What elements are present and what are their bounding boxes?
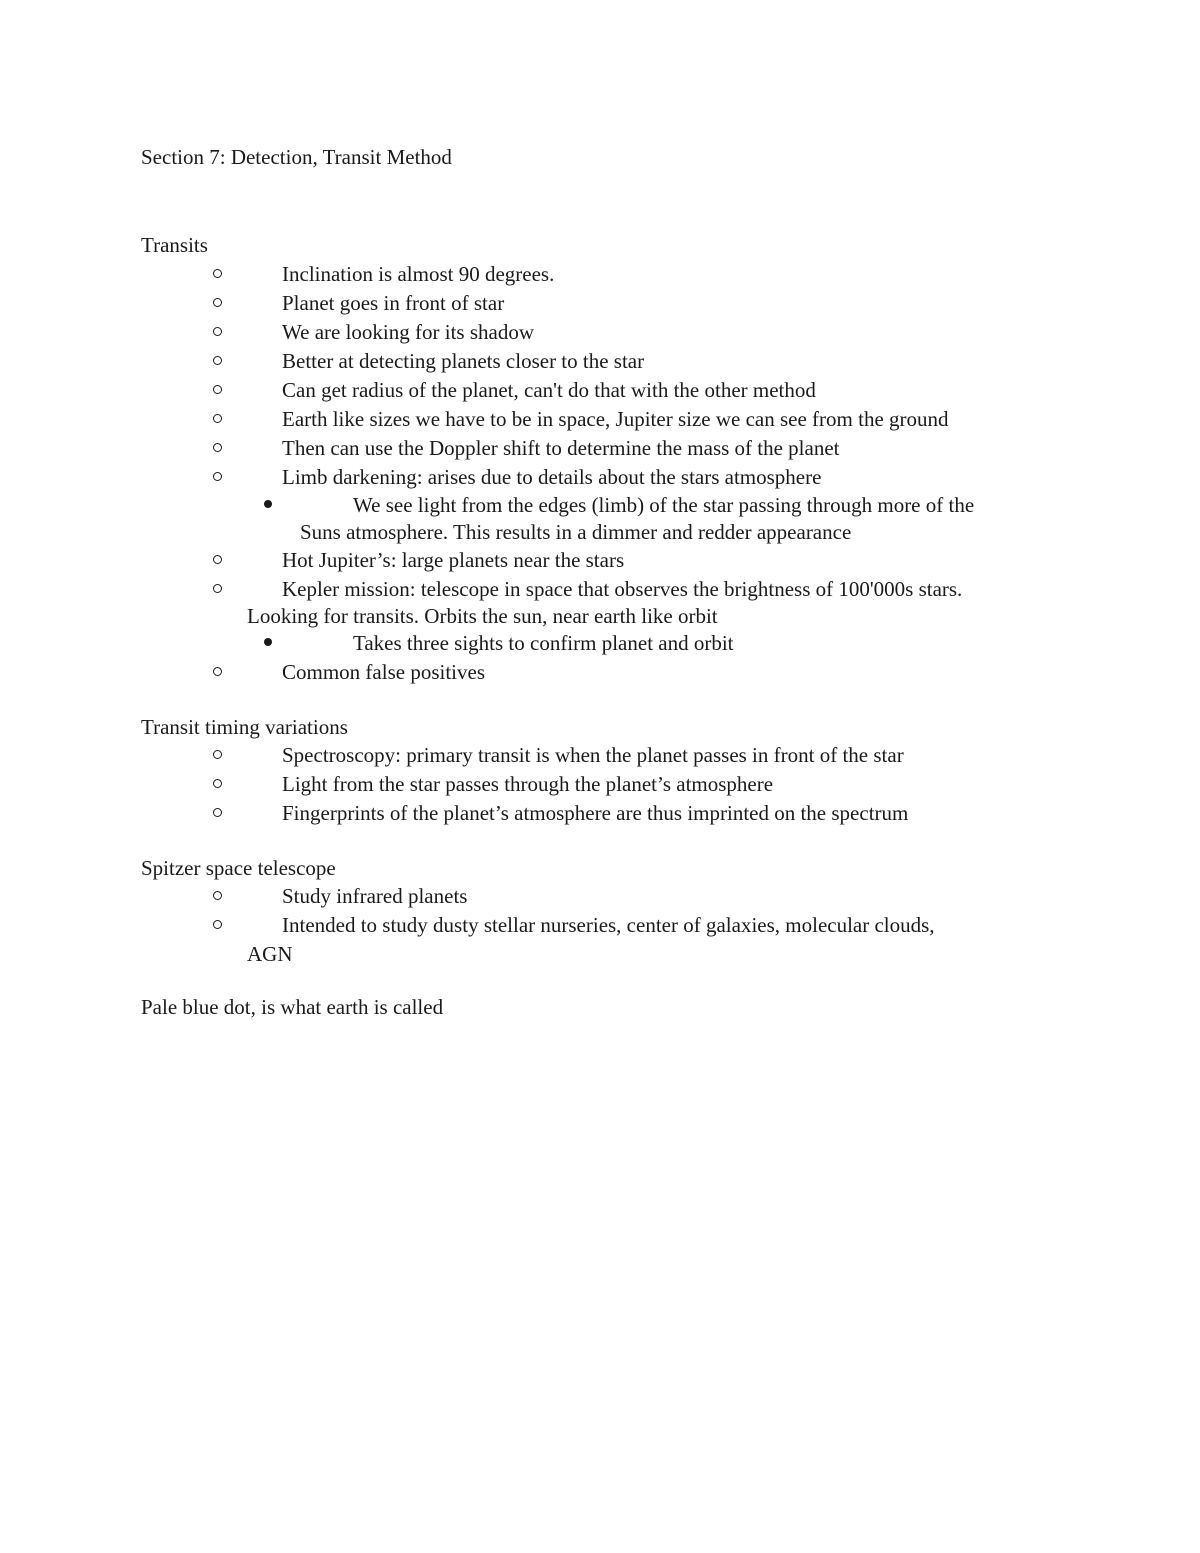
list-item: Better at detecting planets closer to the star bbox=[282, 349, 645, 373]
section-heading: Transits bbox=[141, 233, 208, 257]
list-item: Can get radius of the planet, can't do that with the other method bbox=[282, 378, 816, 402]
hollow-bullet-icon bbox=[213, 667, 222, 676]
hollow-bullet-icon bbox=[213, 327, 222, 336]
section-heading: Spitzer space telescope bbox=[141, 856, 336, 880]
list-item: Common false positives bbox=[282, 660, 485, 684]
list-item: We are looking for its shadow bbox=[282, 320, 534, 344]
hollow-bullet-icon bbox=[213, 472, 222, 481]
list-item: Fingerprints of the planet’s atmosphere are thus imprinted on the spectrum bbox=[282, 801, 909, 825]
sub-list-item: We see light from the edges (limb) of the star passing through more of the bbox=[353, 493, 975, 517]
list-item: Spectroscopy: primary transit is when the planet passes in front of the star bbox=[282, 743, 904, 767]
hollow-bullet-icon bbox=[213, 891, 222, 900]
hollow-bullet-icon bbox=[213, 555, 222, 564]
list-item: Earth like sizes we have to be in space, Jupiter size we can see from the ground bbox=[282, 407, 949, 431]
list-item-continuation: AGN bbox=[247, 942, 293, 966]
hollow-bullet-icon bbox=[213, 584, 222, 593]
hollow-bullet-icon bbox=[213, 414, 222, 423]
list-item: Inclination is almost 90 degrees. bbox=[282, 262, 555, 286]
hollow-bullet-icon bbox=[213, 920, 222, 929]
sub-list-item-continuation: Suns atmosphere. This results in a dimmer and redder appearance bbox=[300, 520, 852, 544]
list-item-continuation: Looking for transits. Orbits the sun, near earth like orbit bbox=[247, 604, 718, 628]
hollow-bullet-icon bbox=[213, 750, 222, 759]
hollow-bullet-icon bbox=[213, 356, 222, 365]
hollow-bullet-icon bbox=[213, 443, 222, 452]
hollow-bullet-icon bbox=[213, 808, 222, 817]
hollow-bullet-icon bbox=[213, 298, 222, 307]
hollow-bullet-icon bbox=[213, 269, 222, 278]
list-item: Intended to study dusty stellar nurseries, center of galaxies, molecular clouds, bbox=[282, 913, 935, 937]
list-item: Limb darkening: arises due to details about the stars atmosphere bbox=[282, 465, 822, 489]
list-item: Planet goes in front of star bbox=[282, 291, 505, 315]
list-item: Then can use the Doppler shift to determine the mass of the planet bbox=[282, 436, 840, 460]
document-title: Section 7: Detection, Transit Method bbox=[141, 145, 452, 169]
filled-bullet-icon bbox=[264, 638, 272, 646]
list-item: Light from the star passes through the planet’s atmosphere bbox=[282, 772, 774, 796]
list-item: Hot Jupiter’s: large planets near the stars bbox=[282, 548, 625, 572]
section-heading: Transit timing variations bbox=[141, 715, 348, 739]
sub-list-item: Takes three sights to confirm planet and orbit bbox=[353, 631, 734, 655]
filled-bullet-icon bbox=[264, 500, 272, 508]
list-item: Kepler mission: telescope in space that observes the brightness of 100'000s stars. bbox=[282, 577, 963, 601]
closing-note: Pale blue dot, is what earth is called bbox=[141, 995, 444, 1019]
hollow-bullet-icon bbox=[213, 385, 222, 394]
list-item: Study infrared planets bbox=[282, 884, 468, 908]
hollow-bullet-icon bbox=[213, 779, 222, 788]
